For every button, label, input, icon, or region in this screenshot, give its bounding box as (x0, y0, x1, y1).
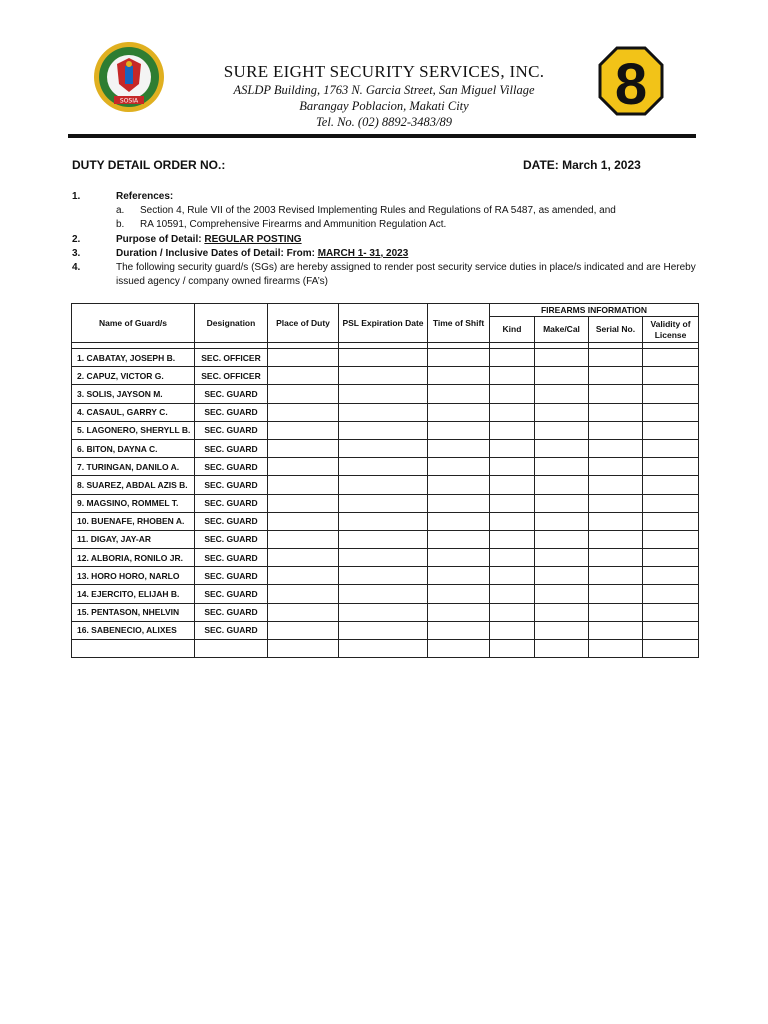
designation-cell: SEC. GUARD (195, 421, 268, 439)
empty-cell (490, 567, 535, 585)
empty-cell (490, 458, 535, 476)
empty-cell (589, 603, 643, 621)
table-row (72, 530, 699, 548)
empty-cell (428, 367, 490, 385)
empty-cell (268, 585, 339, 603)
empty-cell (589, 439, 643, 457)
duration-label: Duration / Inclusive Dates of Detail: From: (116, 247, 318, 259)
empty-cell (589, 640, 643, 658)
table-row (72, 385, 699, 403)
column-header-make: Make/Cal (535, 317, 589, 343)
empty-cell (428, 585, 490, 603)
column-group-firearms: FIREARMS INFORMATION (490, 304, 699, 317)
designation-cell: SEC. GUARD (195, 403, 268, 421)
list-item (72, 190, 702, 204)
empty-cell (268, 640, 339, 658)
empty-cell (339, 567, 428, 585)
empty-cell (589, 549, 643, 567)
designation-cell: SEC. GUARD (195, 385, 268, 403)
empty-cell (589, 530, 643, 548)
empty-cell (535, 567, 589, 585)
empty-cell (589, 621, 643, 639)
company-name: SURE EIGHT SECURITY SERVICES, INC. (223, 62, 545, 81)
empty-cell (490, 549, 535, 567)
empty-cell (490, 512, 535, 530)
empty-cell (535, 549, 589, 567)
references-heading: References: (116, 191, 174, 202)
empty-cell (428, 494, 490, 512)
empty-cell (428, 621, 490, 639)
empty-cell (339, 640, 428, 658)
table-row (72, 603, 699, 621)
empty-cell (535, 494, 589, 512)
empty-cell (490, 603, 535, 621)
table-row (72, 458, 699, 476)
guard-name-cell: 4. CASAUL, GARRY C. (72, 403, 195, 421)
designation-cell: SEC. GUARD (195, 494, 268, 512)
table-row (72, 367, 699, 385)
table-row (72, 421, 699, 439)
guard-name-cell: 15. PENTASON, NHELVIN (72, 603, 195, 621)
guard-name-cell: 8. SUAREZ, ABDAL AZIS B. (72, 476, 195, 494)
guard-name-cell: 2. CAPUZ, VICTOR G. (72, 367, 195, 385)
empty-cell (268, 458, 339, 476)
table-row (72, 585, 699, 603)
empty-cell (339, 458, 428, 476)
references-section (72, 190, 702, 289)
svg-text:8: 8 (614, 52, 648, 116)
number-eight-badge-logo (598, 46, 664, 116)
empty-cell (643, 567, 699, 585)
empty-cell (589, 367, 643, 385)
list-item: 2. Purpose of Detail: REGULAR POSTING (72, 233, 302, 245)
empty-cell (428, 567, 490, 585)
empty-cell (268, 494, 339, 512)
empty-cell (535, 385, 589, 403)
empty-cell (535, 476, 589, 494)
guard-name-cell: 12. ALBORIA, RONILO JR. (72, 549, 195, 567)
empty-cell (339, 549, 428, 567)
address-line-2: Barangay Poblacion, Makati City (299, 99, 469, 113)
table-row (72, 403, 699, 421)
empty-cell (490, 385, 535, 403)
empty-cell (339, 603, 428, 621)
designation-cell: SEC. GUARD (195, 439, 268, 457)
empty-cell (535, 640, 589, 658)
empty-cell (490, 367, 535, 385)
empty-cell (490, 494, 535, 512)
empty-cell (339, 530, 428, 548)
empty-cell (535, 585, 589, 603)
designation-cell: SEC. OFFICER (195, 349, 268, 367)
guard-name-cell: 1. CABATAY, JOSEPH B. (72, 349, 195, 367)
empty-cell (428, 385, 490, 403)
empty-cell (643, 603, 699, 621)
guard-name-cell: 11. DIGAY, JAY-AR (72, 530, 195, 548)
empty-cell (643, 621, 699, 639)
empty-cell (589, 385, 643, 403)
empty-cell (643, 549, 699, 567)
sosia-seal-logo (92, 40, 166, 114)
company-block (180, 62, 588, 130)
empty-cell (490, 439, 535, 457)
empty-cell (268, 421, 339, 439)
header-divider (68, 134, 696, 138)
letterhead (0, 0, 768, 140)
empty-cell (339, 621, 428, 639)
designation-cell: SEC. GUARD (195, 567, 268, 585)
guard-name-cell: 3. SOLIS, JAYSON M. (72, 385, 195, 403)
empty-cell (428, 603, 490, 621)
empty-cell (268, 403, 339, 421)
phone-number: Tel. No. (02) 8892-3483/89 (316, 115, 452, 129)
duty-detail-order-label: DUTY DETAIL ORDER NO.: (72, 158, 226, 172)
empty-cell (643, 403, 699, 421)
empty-cell (643, 385, 699, 403)
empty-cell (643, 458, 699, 476)
empty-cell (490, 421, 535, 439)
designation-cell: SEC. GUARD (195, 512, 268, 530)
designation-cell: SEC. GUARD (195, 549, 268, 567)
designation-cell: SEC. OFFICER (195, 367, 268, 385)
empty-cell (428, 476, 490, 494)
empty-cell (428, 549, 490, 567)
column-header-validity: Validity of License (643, 317, 699, 343)
empty-cell (72, 640, 195, 658)
duration-value: MARCH 1- 31, 2023 (317, 247, 409, 259)
empty-cell (268, 549, 339, 567)
table-row (72, 476, 699, 494)
empty-cell (268, 530, 339, 548)
empty-cell (535, 421, 589, 439)
reference-b: b. RA 10591, Comprehensive Firearms and Ammunition Regulation Act. (116, 219, 447, 231)
empty-cell (643, 439, 699, 457)
empty-cell (268, 476, 339, 494)
empty-cell (589, 421, 643, 439)
assignment-statement: The following security guard/s (SGs) are hereby assigned to render post security service duties in place/s indicated and are Hereby issued agency / company owned firearms (FA’s) (116, 262, 696, 288)
empty-cell (535, 367, 589, 385)
empty-cell (490, 476, 535, 494)
table-body (72, 349, 699, 658)
empty-cell (490, 349, 535, 367)
table-row (72, 549, 699, 567)
empty-cell (428, 421, 490, 439)
column-header-place: Place of Duty (268, 304, 339, 343)
empty-cell (428, 439, 490, 457)
empty-cell (268, 349, 339, 367)
empty-cell (490, 640, 535, 658)
empty-cell (589, 403, 643, 421)
designation-cell: SEC. GUARD (195, 476, 268, 494)
empty-cell (535, 512, 589, 530)
designation-cell: SEC. GUARD (195, 585, 268, 603)
order-date: DATE: March 1, 2023 (523, 158, 641, 172)
reference-a: a. Section 4, Rule VII of the 2003 Revised Implementing Rules and Regulations of RA 5487, as amended, and (116, 205, 616, 217)
empty-cell (535, 621, 589, 639)
purpose-label: Purpose of Detail: (116, 233, 205, 245)
empty-cell (535, 349, 589, 367)
empty-cell (643, 421, 699, 439)
empty-cell (428, 349, 490, 367)
empty-cell (268, 512, 339, 530)
empty-cell (268, 621, 339, 639)
empty-cell (339, 585, 428, 603)
list-item: 4. The following security guard/s (SGs) are hereby assigned to render post security service duties in place/s indicated and are Hereby issued agency / company owned firearms (FA’s) (72, 261, 702, 289)
guard-name-cell: 16. SABENECIO, ALIXES (72, 621, 195, 639)
empty-cell (339, 494, 428, 512)
empty-cell (643, 494, 699, 512)
empty-cell (428, 512, 490, 530)
empty-cell (339, 512, 428, 530)
empty-cell (589, 349, 643, 367)
empty-cell (589, 585, 643, 603)
table-row (72, 494, 699, 512)
column-header-time: Time of Shift (428, 304, 490, 343)
guard-name-cell: 6. BITON, DAYNA C. (72, 439, 195, 457)
guard-name-cell: 13. HORO HORO, NARLO (72, 567, 195, 585)
empty-cell (535, 403, 589, 421)
address-line-1: ASLDP Building, 1763 N. Garcia Street, San Miguel Village (233, 83, 535, 97)
empty-cell (589, 458, 643, 476)
empty-cell (535, 603, 589, 621)
designation-cell: SEC. GUARD (195, 603, 268, 621)
table-row (72, 439, 699, 457)
guard-name-cell: 14. EJERCITO, ELIJAH B. (72, 585, 195, 603)
column-header-name: Name of Guard/s (72, 304, 195, 343)
empty-cell (339, 385, 428, 403)
empty-cell (589, 567, 643, 585)
column-header-designation: Designation (195, 304, 268, 343)
empty-cell (535, 458, 589, 476)
empty-cell (428, 640, 490, 658)
empty-cell (535, 530, 589, 548)
empty-cell (490, 403, 535, 421)
table-row (72, 512, 699, 530)
empty-cell (195, 640, 268, 658)
guard-name-cell: 7. TURINGAN, DANILO A. (72, 458, 195, 476)
empty-cell (643, 640, 699, 658)
empty-cell (643, 512, 699, 530)
empty-cell (268, 385, 339, 403)
empty-cell (268, 603, 339, 621)
table-row (72, 567, 699, 585)
item-number: 1. (72, 191, 81, 202)
guard-name-cell: 5. LAGONERO, SHERYLL B. (72, 421, 195, 439)
empty-cell (339, 403, 428, 421)
empty-cell (339, 367, 428, 385)
empty-cell (643, 530, 699, 548)
empty-cell (428, 458, 490, 476)
list-item: 3. Duration / Inclusive Dates of Detail: From: MARCH 1- 31, 2023 (72, 247, 409, 259)
purpose-value: REGULAR POSTING (204, 233, 302, 245)
guard-assignment-table (71, 303, 699, 658)
empty-cell (339, 476, 428, 494)
empty-cell (339, 439, 428, 457)
empty-cell (268, 567, 339, 585)
column-header-psl: PSL Expiration Date (339, 304, 428, 343)
empty-cell (268, 439, 339, 457)
table-row (72, 621, 699, 639)
column-header-serial: Serial No. (589, 317, 643, 343)
empty-cell (490, 530, 535, 548)
table-row (72, 640, 699, 658)
empty-cell (268, 367, 339, 385)
table-row (72, 349, 699, 367)
empty-cell (589, 512, 643, 530)
empty-cell (589, 494, 643, 512)
designation-cell: SEC. GUARD (195, 458, 268, 476)
guard-name-cell: 10. BUENAFE, RHOBEN A. (72, 512, 195, 530)
empty-cell (643, 349, 699, 367)
empty-cell (339, 349, 428, 367)
empty-cell (535, 439, 589, 457)
empty-cell (643, 585, 699, 603)
empty-cell (490, 585, 535, 603)
designation-cell: SEC. GUARD (195, 530, 268, 548)
empty-cell (643, 367, 699, 385)
empty-cell (339, 421, 428, 439)
empty-cell (643, 476, 699, 494)
svg-text:SOSIA: SOSIA (119, 97, 139, 105)
empty-cell (589, 476, 643, 494)
designation-cell: SEC. GUARD (195, 621, 268, 639)
empty-cell (428, 403, 490, 421)
guard-name-cell: 9. MAGSINO, ROMMEL T. (72, 494, 195, 512)
empty-cell (428, 530, 490, 548)
empty-cell (490, 621, 535, 639)
column-header-kind: Kind (490, 317, 535, 343)
